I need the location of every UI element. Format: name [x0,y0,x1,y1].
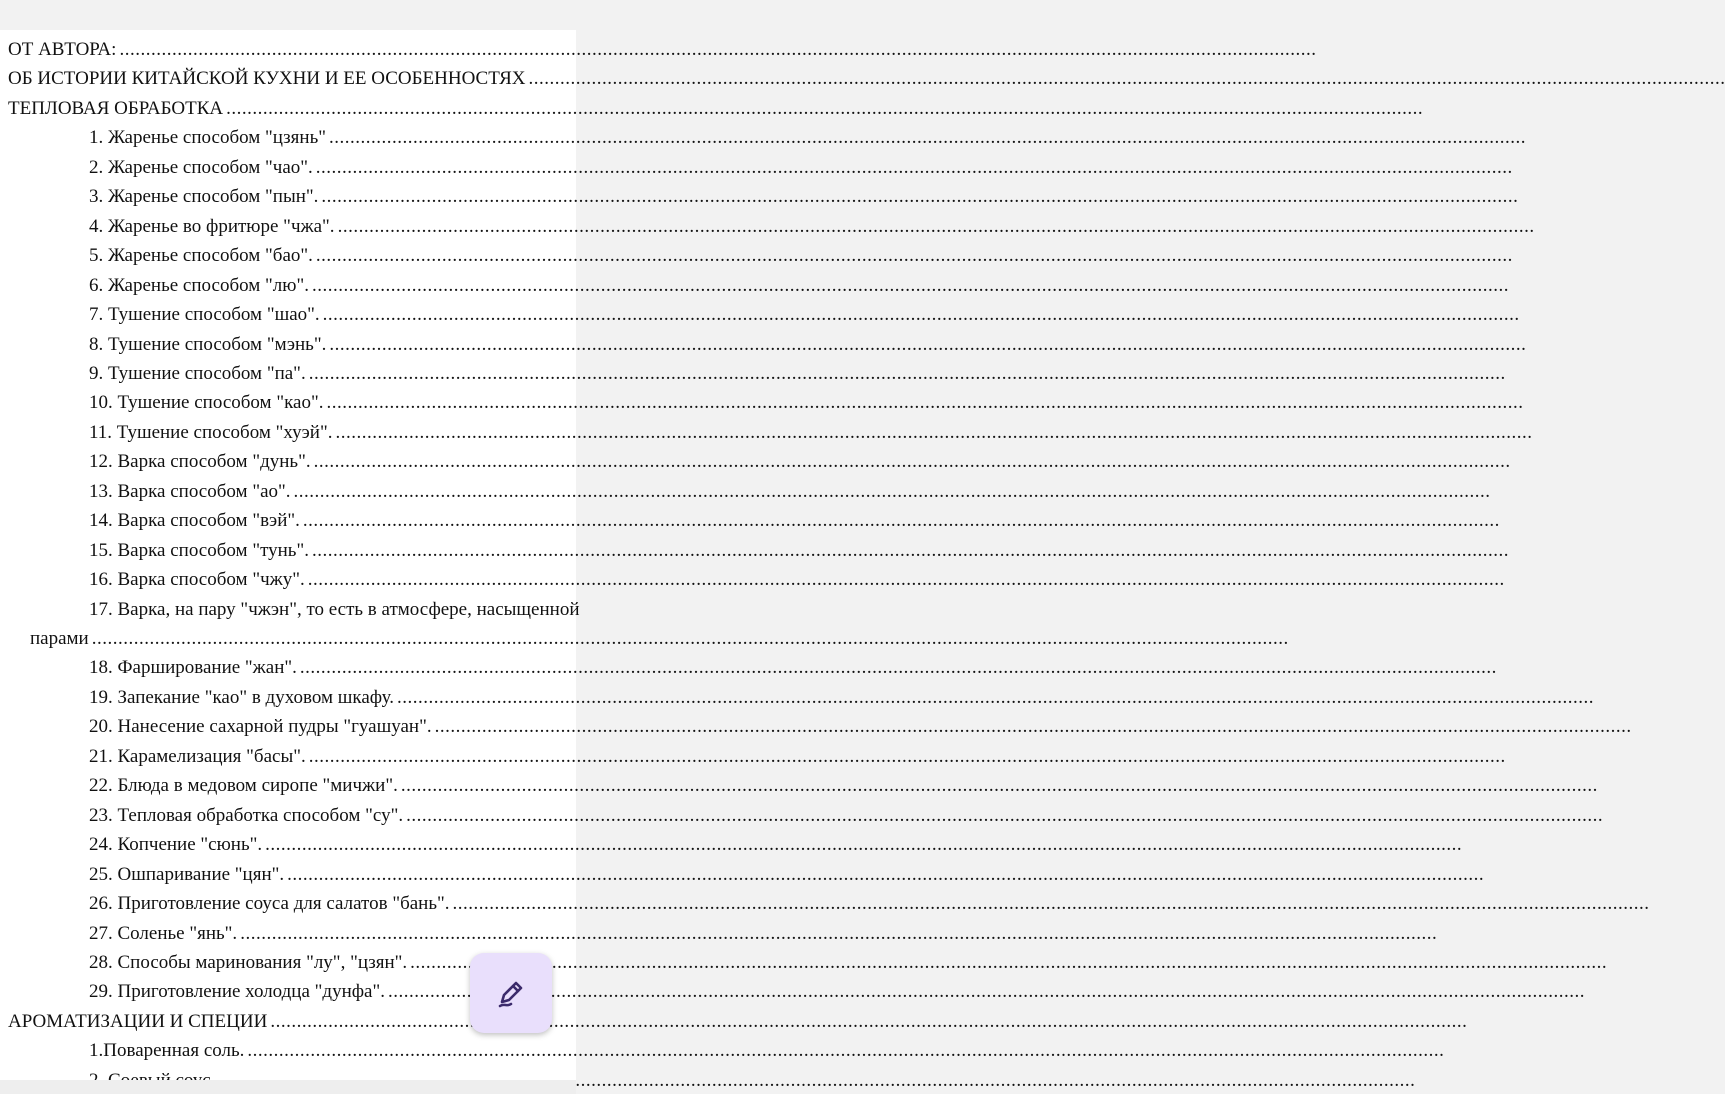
toc-leader-dots [92,626,1289,652]
toc-entry[interactable] [0,773,729,799]
toc-leader-dots [338,214,1535,240]
toc-entry[interactable] [0,685,729,711]
toc-entry-title: 1. Жаренье способом "цзянь" [89,127,327,149]
toc-entry[interactable] [0,714,729,740]
toc-entry-title: 20. Нанесение сахарной пудры "гуашуан". [89,716,432,738]
toc-entry-title: 5. Жаренье способом "бао". [89,245,313,267]
bottom-bar [0,1080,576,1094]
toc-entry[interactable] [0,361,729,387]
toc-leader-dots [119,37,1316,63]
toc-entry-title: 8. Тушение способом "мэнь". [89,333,327,355]
toc-entry[interactable] [0,655,729,681]
toc-leader-dots [323,302,1520,328]
toc-leader-dots [294,479,1491,505]
toc-entry[interactable] [0,332,729,358]
document-page [0,30,580,1080]
toc-entry-title: ОТ АВТОРА: [8,39,117,60]
edit-button[interactable] [470,953,552,1033]
toc-entry[interactable] [0,449,729,475]
toc-leader-dots [247,1038,1444,1064]
toc-entry-title: 25. Ошпаривание "цян". [89,863,285,885]
toc-leader-dots [300,655,1497,681]
toc-leader-dots [329,332,1526,358]
toc-leader-dots [303,508,1500,534]
toc-leader-dots [335,420,1532,446]
toc-leader-dots [397,685,1594,711]
toc-leader-dots [308,567,1505,593]
toc-entry-title: 4. Жаренье во фритюре "чжа". [89,215,335,237]
toc-entry[interactable] [0,950,729,976]
toc-leader-dots [388,979,1585,1005]
toc-leader-dots [401,773,1598,799]
toc-entry-title: 17. Варка, на пару "чжэн", то есть в атмосфере, насыщенной [89,598,580,620]
toc-leader-dots [309,744,1506,770]
toc-entry-title: АРОМАТИЗАЦИИ И СПЕЦИИ [8,1010,268,1032]
toc-entry-title: 1.Поваренная соль. [89,1040,245,1062]
toc-entry-title: 10. Тушение способом "као". [89,392,324,414]
toc-entry-title: 3. Жаренье способом "пын". [89,186,319,208]
toc-leader-dots [240,921,1437,947]
toc-entry-title: 18. Фарширование "жан". [89,657,297,679]
toc-leader-dots [316,155,1513,181]
toc-entry-title: 12. Варка способом "дунь". [89,451,311,473]
toc-entry[interactable] [0,597,729,623]
toc-entry[interactable] [0,979,729,1005]
toc-entry[interactable] [0,921,729,947]
toc-entry-title: 28. Способы маринования "лу", "цзян". [89,951,408,973]
toc-entry[interactable] [0,862,729,888]
toc-leader-dots [287,862,1484,888]
toc-entry-title: 6. Жаренье способом "лю". [89,274,309,296]
toc-entry-title: 27. Соленье "янь". [89,922,238,944]
toc-entry-title: парами [30,628,89,649]
toc-leader-dots [453,891,1650,917]
toc-entry-title: 7. Тушение способом "шао". [89,304,320,326]
toc-entry-title: 14. Варка способом "вэй". [89,510,300,532]
toc-leader-dots [312,538,1509,564]
toc-leader-dots [435,714,1632,740]
toc-entry[interactable] [0,538,729,564]
toc-entry-title: 16. Варка способом "чжу". [89,569,305,591]
toc-entry[interactable] [0,803,729,829]
toc-leader-dots [329,125,1526,151]
toc-entry-title: 11. Тушение способом "хуэй". [89,421,333,443]
toc-leader-dots [226,96,1423,122]
toc-entry[interactable] [0,567,729,593]
toc-entry-title: 29. Приготовление холодца "дунфа". [89,981,385,1003]
toc-entry[interactable] [0,302,729,328]
toc-entry[interactable] [0,1038,729,1064]
toc-entry[interactable] [0,184,729,210]
toc-leader-dots [314,449,1511,475]
toc-entry[interactable] [0,479,729,505]
toc-entry[interactable] [0,66,648,92]
toc-entry-title: 9. Тушение способом "па". [89,362,306,384]
toc-entry-title: 21. Карамелизация "басы". [89,745,306,767]
toc-entry[interactable] [0,125,729,151]
toc-leader-dots [316,243,1513,269]
toc-leader-dots [312,273,1509,299]
toc-entry-title: 13. Варка способом "ао". [89,480,291,502]
toc-leader-dots [265,832,1462,858]
toc-entry-title: 24. Копчение "сюнь". [89,834,263,856]
toc-entry-title: 23. Тепловая обработка способом "су". [89,804,404,826]
toc-entry[interactable] [0,832,729,858]
toc-entry-title: 19. Запекание "као" в духовом шкафу. [89,686,394,708]
toc-entry[interactable] [0,96,648,122]
toc-leader-dots [410,950,1607,976]
toc-entry-title: ТЕПЛОВАЯ ОБРАБОТКА [8,97,224,119]
toc-leader-dots [309,361,1506,387]
toc-entry[interactable] [0,155,729,181]
toc-entry[interactable] [0,214,729,240]
toc-entry[interactable] [0,420,729,446]
toc-entry[interactable] [0,744,729,770]
toc-leader-dots [326,390,1523,416]
toc-entry[interactable] [0,390,729,416]
toc-entry-title: 26. Приготовление соуса для салатов "бань". [89,893,450,915]
toc-entry-title: 2. Жаренье способом "чао". [89,156,313,178]
toc-entry[interactable] [0,37,648,63]
toc-leader-dots [321,184,1518,210]
toc-entry[interactable] [0,508,729,534]
toc-entry-title: ОБ ИСТОРИИ КИТАЙСКОЙ КУХНИ И ЕЕ ОСОБЕННОСТЯХ [8,68,526,90]
toc-leader-dots [406,803,1603,829]
toc-entry[interactable] [0,273,729,299]
toc-entry-title: 15. Варка способом "тунь". [89,539,309,561]
toc-entry[interactable] [0,243,729,269]
toc-leader-dots [528,66,1725,92]
toc-entry-title: 22. Блюда в медовом сиропе "мичжи". [89,775,398,797]
edit-pen-icon [494,976,528,1010]
toc-leader-dots [270,1009,1467,1035]
toc-entry[interactable] [0,626,670,652]
toc-entry[interactable] [0,891,729,917]
top-bar [0,0,576,30]
